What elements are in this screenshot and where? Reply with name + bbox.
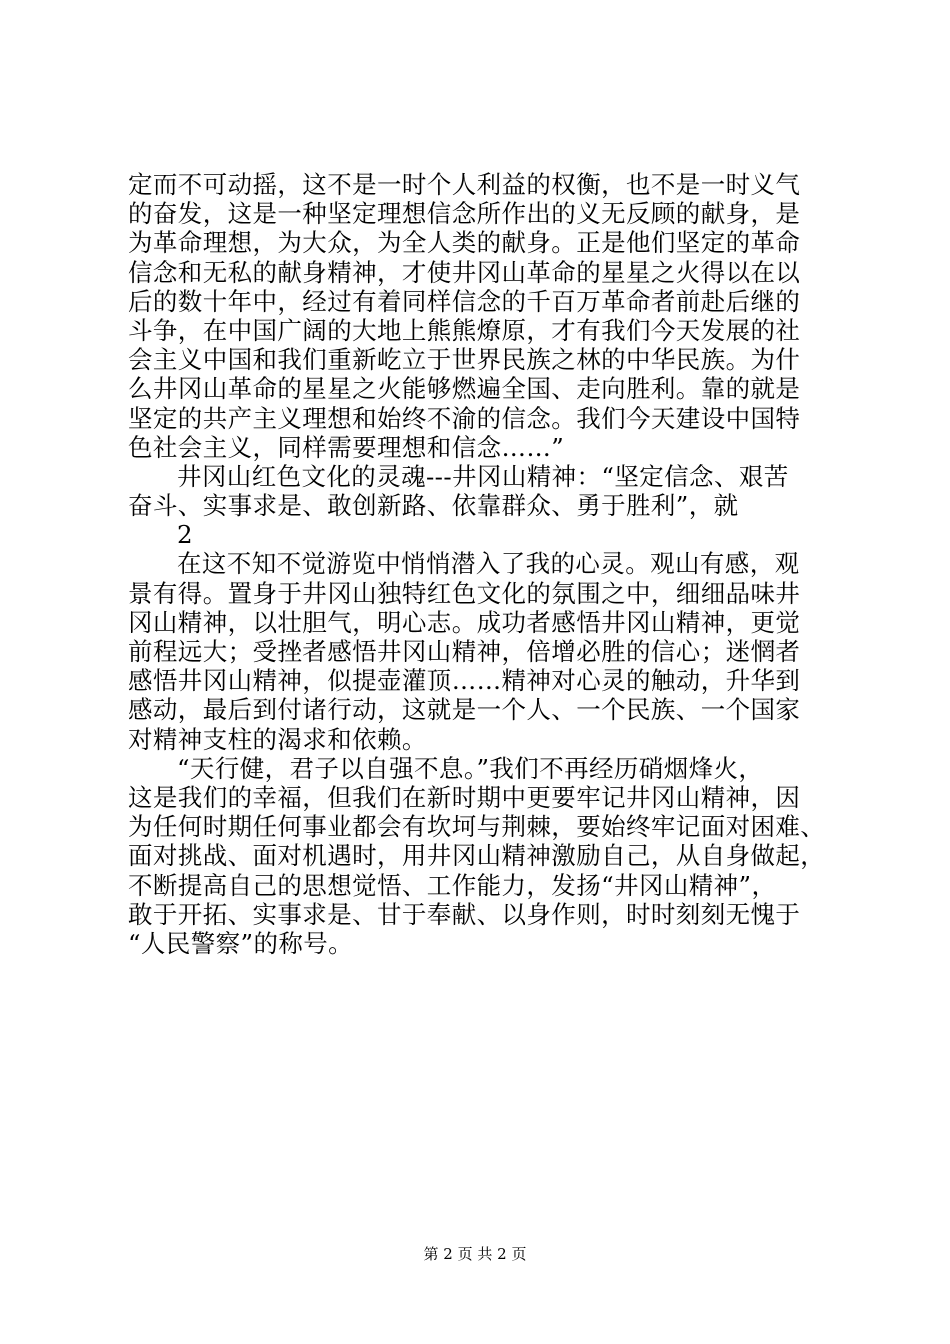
paragraph xyxy=(128,754,838,958)
text-line: 景有得。置身于井冈山独特红色文化的氛围之中，细细品味井 xyxy=(128,578,801,608)
paragraph xyxy=(128,462,838,520)
body-text xyxy=(128,170,838,958)
paragraph xyxy=(128,549,838,753)
text-line: “天行健，君子以自强不息。”我们不再经历硝烟烽火， xyxy=(177,753,764,783)
text-line: 2 xyxy=(177,520,193,550)
text-line: 信念和无私的献身精神，才使井冈山革命的星星之火得以在以 xyxy=(128,257,801,287)
text-line: 色社会主义，同样需要理想和信念……” xyxy=(128,432,565,462)
text-line: 的奋发，这是一种坚定理想信念所作出的义无反顾的献身，是 xyxy=(128,199,801,229)
text-line: 井冈山红色文化的灵魂---井冈山精神：“坚定信念、艰苦 xyxy=(177,461,789,491)
text-line: 在这不知不觉游览中悄悄潜入了我的心灵。观山有感，观 xyxy=(177,549,800,579)
text-line: 奋斗、实事求是、敢创新路、依靠群众、勇于胜利”，就 xyxy=(128,491,739,521)
text-line: “人民警察”的称号。 xyxy=(128,928,354,958)
text-line: 感悟井冈山精神，似提壶灌顶……精神对心灵的触动，升华到 xyxy=(128,666,801,696)
text-line: 坚定的共产主义理想和始终不渝的信念。我们今天建设中国特 xyxy=(128,403,801,433)
text-line: 这是我们的幸福，但我们在新时期中更要牢记井冈山精神，因 xyxy=(128,782,801,812)
text-line: 为革命理想，为大众，为全人类的献身。正是他们坚定的革命 xyxy=(128,228,801,258)
text-line: 不断提高自己的思想觉悟、工作能力，发扬“井冈山精神”， xyxy=(128,870,777,900)
text-line: 斗争，在中国广阔的大地上熊熊燎原，才有我们今天发展的社 xyxy=(128,315,801,345)
inline-page-number xyxy=(128,520,838,549)
text-line: 感动，最后到付诸行动，这就是一个人、一个民族、一个国家 xyxy=(128,695,801,725)
text-line: 为任何时期任何事业都会有坎坷与荆棘，要始终牢记面对困难、 xyxy=(128,812,826,842)
paragraph xyxy=(128,170,838,462)
text-line: 定而不可动摇，这不是一时个人利益的权衡，也不是一时义气 xyxy=(128,170,801,199)
text-line: 对精神支柱的渴求和依赖。 xyxy=(128,724,427,754)
text-line: 会主义中国和我们重新屹立于世界民族之林的中华民族。为什 xyxy=(128,345,801,375)
text-line: 敢于开拓、实事求是、甘于奉献、以身作则，时时刻刻无愧于 xyxy=(128,899,801,929)
text-line: 冈山精神，以壮胆气，明心志。成功者感悟井冈山精神，更觉 xyxy=(128,607,801,637)
page-footer: 第 2 页 共 2 页 xyxy=(423,1245,527,1263)
text-line: 前程远大；受挫者感悟井冈山精神，倍增必胜的信心；迷惘者 xyxy=(128,637,801,666)
text-line: 后的数十年中，经过有着同样信念的千百万革命者前赴后继的 xyxy=(128,286,801,316)
text-line: 么井冈山革命的星星之火能够燃遍全国、走向胜利。靠的就是 xyxy=(128,374,801,404)
text-line: 面对挑战、面对机遇时，用井冈山精神激励自己，从自身做起， xyxy=(128,841,826,871)
